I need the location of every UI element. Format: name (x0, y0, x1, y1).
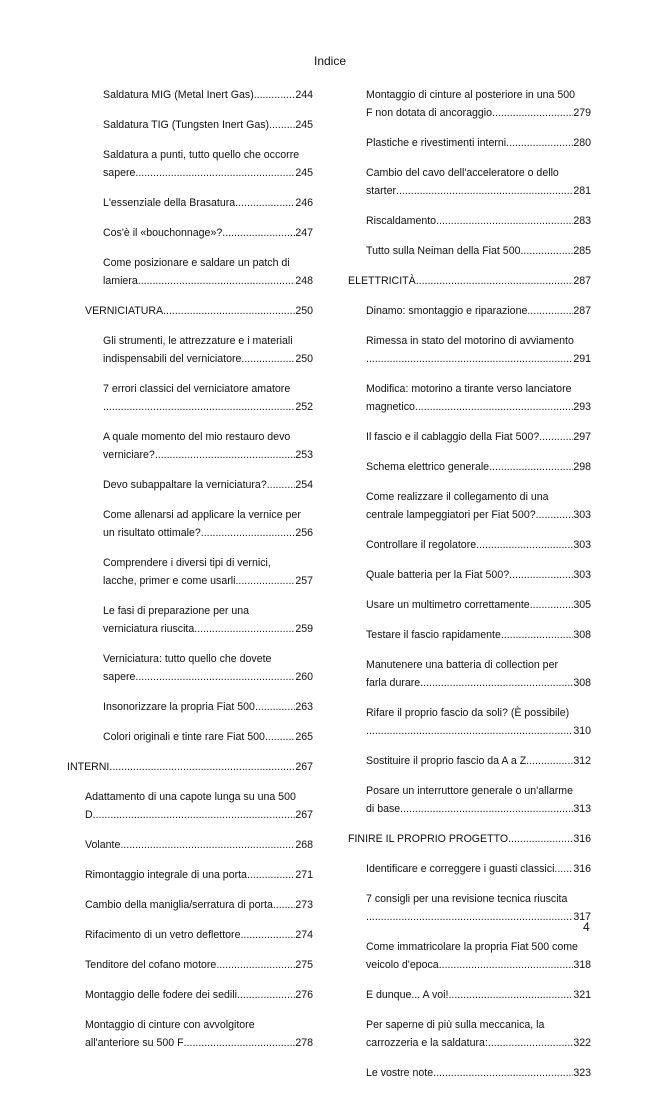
toc-entry-title: Comprendere i diversi tipi di vernici, (103, 557, 271, 569)
toc-entry-title: Controllare il regolatore (366, 539, 477, 551)
toc-entry-title: magnetico (366, 401, 415, 413)
toc-page-number: 265 (295, 731, 313, 743)
toc-page-number: 310 (573, 725, 591, 737)
dot-leader (508, 830, 573, 848)
toc-entry (366, 536, 591, 554)
toc-entry-title: sapere (103, 671, 136, 683)
toc-page-number: 268 (295, 839, 313, 851)
dot-leader (184, 1034, 296, 1052)
toc-entry (366, 164, 591, 200)
toc-entry-title: L'essenziale della Brasatura (103, 197, 236, 209)
dot-leader (489, 458, 573, 476)
dot-leader (255, 698, 295, 716)
toc-entry (103, 728, 313, 746)
toc-entry-title: Come allenarsi ad applicare la vernice per (103, 509, 301, 521)
toc-entry-title: Usare un multimetro correttamente (366, 599, 530, 611)
toc-entry-title: Come realizzare il collegamento di una (366, 491, 549, 503)
toc-entry-title: Manutenere una batteria di collection per (366, 659, 558, 671)
toc-entry-title: Devo subappaltare la verniciatura? (103, 479, 267, 491)
toc-page-number: 281 (573, 185, 591, 197)
dot-leader (163, 302, 295, 320)
toc-page-number: 273 (295, 899, 313, 911)
toc-page-number: 246 (295, 197, 313, 209)
toc-entry-title: Le fasi di preparazione per una (103, 605, 250, 617)
toc-entry (366, 380, 591, 416)
dot-leader (506, 134, 573, 152)
toc-entry (366, 134, 591, 152)
toc-entry-title: Rimontaggio integrale di una porta (85, 869, 247, 881)
toc-page-number: 293 (573, 401, 591, 413)
toc-entry-title: Come posizionare e saldare un patch di (103, 257, 290, 269)
toc-entry-title: FINIRE IL PROPRIO PROGETTO (348, 833, 509, 845)
dot-leader (520, 242, 573, 260)
toc-entry (366, 752, 591, 770)
toc-entry-title: un risultato ottimale? (103, 527, 201, 539)
toc-entry (366, 938, 591, 974)
dot-leader (216, 956, 295, 974)
toc-page-number: 312 (573, 755, 591, 767)
dot-leader (527, 302, 573, 320)
toc-entry-title: Saldatura MIG (Metal Inert Gas) (103, 89, 254, 101)
toc-entry (366, 488, 591, 524)
dot-leader (265, 728, 295, 746)
toc-entry-title: verniciatura riuscita (103, 623, 195, 635)
toc-entry-title: all'anteriore su 500 F (85, 1037, 184, 1049)
toc-page-number: 244 (295, 89, 313, 101)
dot-leader (237, 986, 295, 1004)
toc-entry-title: Testare il fascio rapidamente (366, 629, 501, 641)
toc-entry (103, 698, 313, 716)
dot-leader (241, 350, 295, 368)
toc-entry (85, 302, 313, 320)
toc-entry-title: Modifica: motorino a tirante verso lanciatore (366, 383, 572, 395)
toc-page-number: 259 (295, 623, 313, 635)
toc-entry-title: Dinamo: smontaggio e riparazione (366, 305, 528, 317)
toc-entry-title: Rimessa in stato del motorino di avviamento (366, 335, 574, 347)
toc-entry-title: Cambio del cavo dell'acceleratore o dello (366, 167, 559, 179)
toc-entry (366, 566, 591, 584)
toc-entry-title: INTERNI (67, 761, 110, 773)
toc-entry (366, 782, 591, 818)
toc-entry (366, 1016, 591, 1052)
toc-entry-title: starter (366, 185, 397, 197)
toc-entry-title: ELETTRICITÀ (348, 275, 416, 287)
toc-entry-title: Saldatura TIG (Tungsten Inert Gas) (103, 119, 270, 131)
toc-page-number: 298 (573, 461, 591, 473)
toc-section-entry (348, 830, 591, 848)
toc-page-number: 285 (573, 245, 591, 257)
toc-entry-title: E dunque... A voi! (366, 989, 449, 1001)
dot-leader (155, 446, 295, 464)
toc-page-number: 291 (573, 353, 591, 365)
toc-entry (85, 926, 313, 944)
dot-leader (366, 350, 573, 368)
dot-leader (436, 212, 573, 230)
toc-page-number: 250 (295, 305, 313, 317)
toc-entry-title: Il fascio e il cablaggio della Fiat 500? (366, 431, 540, 443)
toc-entry-title: carrozzeria e la saldatura: (366, 1037, 488, 1049)
toc-page-number: 316 (573, 833, 591, 845)
toc-entry-title: Schema elettrico generale (366, 461, 490, 473)
dot-leader (492, 104, 573, 122)
dot-leader (247, 866, 295, 884)
toc-entry-title: Quale batteria per la Fiat 500? (366, 569, 510, 581)
dot-leader (433, 1064, 573, 1082)
toc-entry-title: lacche, primer e come usarli (103, 575, 236, 587)
dot-leader (448, 986, 573, 1004)
toc-page-number: 308 (573, 629, 591, 641)
toc-entry (103, 224, 313, 242)
dot-leader (135, 668, 295, 686)
toc-page-number: 260 (295, 671, 313, 683)
toc-entry-title: Montaggio di cinture al posteriore in una 500 (366, 89, 576, 101)
dot-leader (416, 272, 574, 290)
dot-leader (526, 752, 573, 770)
toc-entry-title: Tutto sulla Neiman della Fiat 500 (366, 245, 521, 257)
toc-entry (366, 890, 591, 926)
toc-page-number: 247 (295, 227, 313, 239)
dot-leader (400, 800, 573, 818)
toc-entry (366, 1064, 591, 1082)
toc-entry (103, 476, 313, 494)
toc-page-number: 254 (295, 479, 313, 491)
toc-page-number: 321 (573, 989, 591, 1001)
toc-page-number: 322 (573, 1037, 591, 1049)
toc-entry-title: di base (366, 803, 401, 815)
toc-page-number: 263 (295, 701, 313, 713)
toc-entry-title: Riscaldamento (366, 215, 437, 227)
toc-page-number: 283 (573, 215, 591, 227)
toc-page-number: 313 (573, 803, 591, 815)
toc-entry (85, 1016, 313, 1052)
toc-entry (103, 602, 313, 638)
toc-entry-title: Plastiche e rivestimenti interni (366, 137, 507, 149)
toc-entry (366, 86, 591, 122)
toc-entry (103, 428, 313, 464)
dot-leader (103, 398, 295, 416)
toc-entry-title: VERNICIATURA (85, 305, 164, 317)
toc-entry (366, 656, 591, 692)
toc-entry-title: Verniciatura: tutto quello che dovete (103, 653, 272, 665)
dot-leader (439, 956, 574, 974)
toc-entry-title: Montaggio delle fodere dei sedili (85, 989, 237, 1001)
toc-entry-title: Posare un interruttore generale o un'allarme (366, 785, 573, 797)
toc-entry-title: verniciare? (103, 449, 155, 461)
toc-page-number: 297 (573, 431, 591, 443)
dot-leader (488, 1034, 573, 1052)
toc-entry-title: Insonorizzare la propria Fiat 500 (103, 701, 255, 713)
toc-page-number: 267 (295, 761, 313, 773)
toc-entry (103, 332, 313, 368)
dot-leader (120, 836, 295, 854)
dot-leader (476, 536, 573, 554)
toc-page-number: 250 (295, 353, 313, 365)
toc-page-number: 253 (295, 449, 313, 461)
dot-leader (201, 524, 296, 542)
toc-page-number: 271 (295, 869, 313, 881)
dot-leader (366, 722, 573, 740)
toc-entry-title: Tenditore del cofano motore (85, 959, 217, 971)
toc-entry (103, 116, 313, 134)
dot-leader (109, 758, 295, 776)
toc-left-column (67, 86, 313, 1064)
toc-entry-title: Rifare il proprio fascio da soli? (È possibile) (366, 707, 570, 719)
page-title: Indice (313, 54, 347, 68)
toc-page-number: 276 (295, 989, 313, 1001)
dot-leader (415, 398, 573, 416)
toc-entry-title: Identificare e correggere i guasti classici (366, 863, 555, 875)
toc-entry-title: Come immatricolare la propria Fiat 500 come (366, 941, 578, 953)
toc-entry (103, 194, 313, 212)
dot-leader (269, 116, 295, 134)
toc-page-number: 275 (295, 959, 313, 971)
toc-entry (366, 212, 591, 230)
dot-leader (501, 626, 573, 644)
toc-entry-title: Colori originali e tinte rare Fiat 500 (103, 731, 265, 743)
toc-entry (103, 254, 313, 290)
dot-leader (235, 572, 295, 590)
toc-entry-title: Gli strumenti, le attrezzature e i materiali (103, 335, 293, 347)
toc-entry (85, 986, 313, 1004)
toc-entry-title: Adattamento di una capote lunga su una 500 (85, 791, 296, 803)
toc-entry (366, 626, 591, 644)
toc-page-number: 252 (295, 401, 313, 413)
toc-entry-title: Sostituire il proprio fascio da A a Z (366, 755, 527, 767)
toc-page-number: 278 (295, 1037, 313, 1049)
toc-page-number: 303 (573, 509, 591, 521)
dot-leader (554, 860, 573, 878)
toc-entry-title: Cos'è il «bouchonnage»? (103, 227, 223, 239)
toc-entry-title: lamiera (103, 275, 138, 287)
toc-entry-title: Montaggio di cinture con avvolgitore (85, 1019, 255, 1031)
toc-entry (366, 428, 591, 446)
dot-leader (138, 272, 296, 290)
toc-entry (103, 650, 313, 686)
dot-leader (235, 194, 295, 212)
toc-entry (103, 380, 313, 416)
toc-entry-title: Le vostre note (366, 1067, 434, 1079)
toc-entry-title: Saldatura a punti, tutto quello che occorre (103, 149, 300, 161)
toc-page-number: 317 (573, 911, 591, 923)
toc-entry-title: farla durare (366, 677, 421, 689)
toc-page-number: 274 (295, 929, 313, 941)
dot-leader (267, 476, 296, 494)
toc-entry-title: Cambio della maniglia/serratura di porta (85, 899, 273, 911)
dot-leader (194, 620, 295, 638)
toc-entry (85, 896, 313, 914)
toc-entry-title: Rifacimento di un vetro deflettore (85, 929, 241, 941)
toc-section-entry (67, 758, 313, 776)
dot-leader (420, 674, 573, 692)
toc-entry (366, 860, 591, 878)
toc-entry-title: indispensabili del verniciatore (103, 353, 242, 365)
dot-leader (366, 908, 573, 926)
dot-leader (509, 566, 573, 584)
toc-entry (366, 302, 591, 320)
toc-entry-title: D (85, 809, 93, 821)
toc-entry (366, 332, 591, 368)
toc-entry (366, 458, 591, 476)
dot-leader (539, 428, 573, 446)
toc-page-number: 303 (573, 539, 591, 551)
toc-page-number: 316 (573, 863, 591, 875)
toc-entry-title: Volante (85, 839, 121, 851)
dot-leader (273, 896, 295, 914)
toc-entry (366, 242, 591, 260)
toc-entry (103, 554, 313, 590)
toc-page-number: 257 (295, 575, 313, 587)
toc-page-number: 245 (295, 167, 313, 179)
dot-leader (240, 926, 295, 944)
toc-entry (103, 146, 313, 182)
dot-leader (222, 224, 295, 242)
dot-leader (536, 506, 574, 524)
toc-entry-title: 7 errori classici del verniciatore amatore (103, 383, 291, 395)
toc-entry (85, 956, 313, 974)
toc-page-number: 308 (573, 677, 591, 689)
toc-page-number: 248 (295, 275, 313, 287)
toc-page-number: 318 (573, 959, 591, 971)
toc-right-column (348, 86, 591, 1094)
toc-page-number: 280 (573, 137, 591, 149)
toc-entry-title: Per saperne di più sulla meccanica, la (366, 1019, 545, 1031)
toc-entry-title: sapere (103, 167, 136, 179)
toc-entry (85, 866, 313, 884)
dot-leader (135, 164, 295, 182)
toc-page-number: 267 (295, 809, 313, 821)
toc-page-number: 287 (573, 275, 591, 287)
toc-page-number: 305 (573, 599, 591, 611)
toc-entry (366, 986, 591, 1004)
toc-entry (103, 86, 313, 104)
toc-entry (366, 596, 591, 614)
toc-entry-title: F non dotata di ancoraggio (366, 107, 493, 119)
toc-page-number: 279 (573, 107, 591, 119)
toc-entry (85, 788, 313, 824)
toc-page-number: 323 (573, 1067, 591, 1079)
dot-leader (93, 806, 296, 824)
toc-entry (103, 506, 313, 542)
toc-page-number: 245 (295, 119, 313, 131)
toc-entry-title: A quale momento del mio restauro devo (103, 431, 291, 443)
toc-entry-title: 7 consigli per una revisione tecnica riuscita (366, 893, 568, 905)
toc-section-entry (348, 272, 591, 290)
dot-leader (530, 596, 574, 614)
toc-entry-title: centrale lampeggiatori per Fiat 500? (366, 509, 536, 521)
toc-page-number: 303 (573, 569, 591, 581)
toc-page-number: 256 (295, 527, 313, 539)
toc-entry-title: veicolo d'epoca (366, 959, 439, 971)
toc-entry (366, 704, 591, 740)
page-number: 4 (583, 920, 590, 934)
dot-leader (254, 86, 296, 104)
toc-entry (85, 836, 313, 854)
toc-page-number: 287 (573, 305, 591, 317)
dot-leader (396, 182, 573, 200)
